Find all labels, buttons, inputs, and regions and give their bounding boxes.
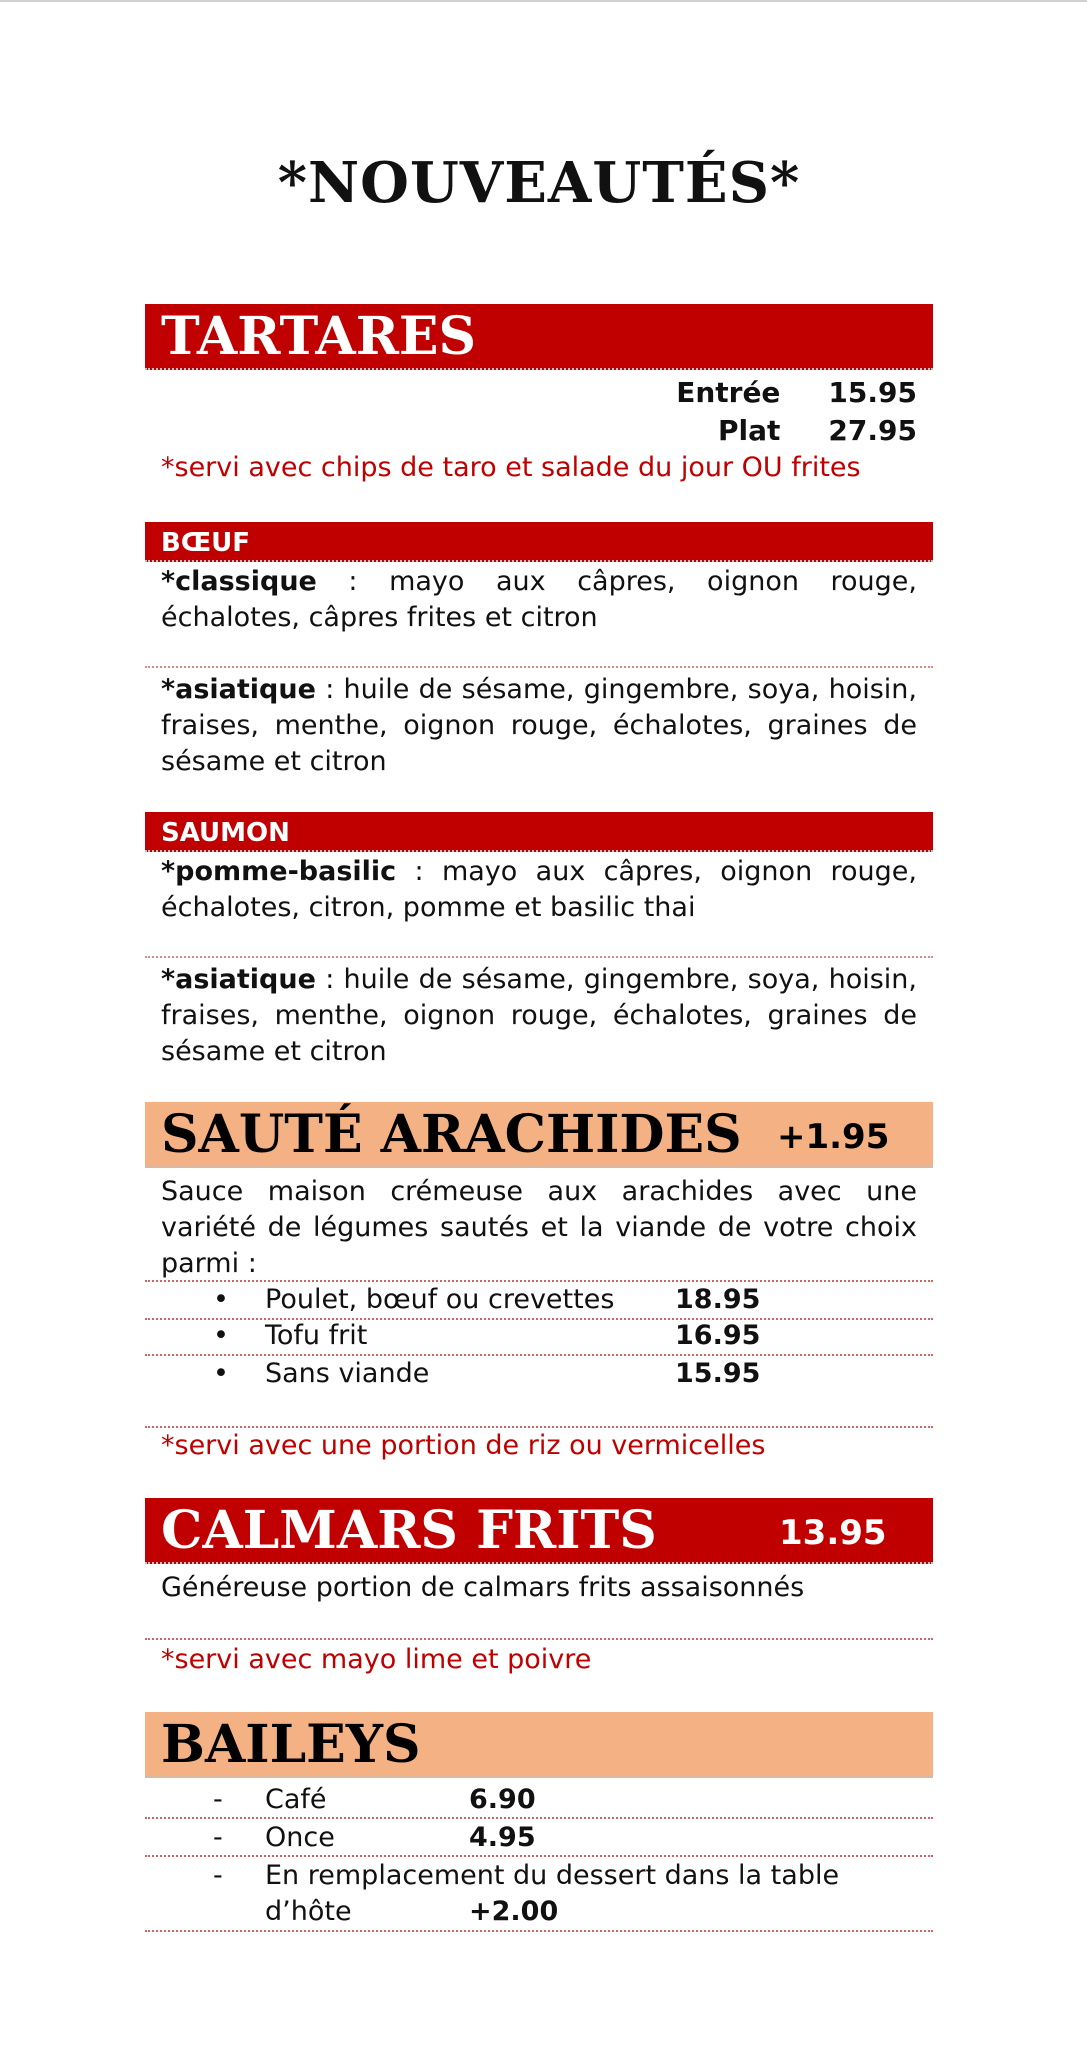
saumon-heading: SAUMON [161, 818, 290, 848]
divider [145, 1638, 933, 1640]
section-header-tartares [145, 304, 933, 370]
section-header-calmars-frits [145, 1498, 933, 1564]
price-value: 15.95 [828, 376, 917, 409]
item-name: *pomme-basilic [161, 856, 397, 887]
calmars-heading: CALMARS FRITS [161, 1500, 657, 1561]
divider [145, 1817, 933, 1819]
option-bullet: - [213, 1784, 223, 1815]
item-name: *asiatique [161, 964, 316, 995]
saute-note: *servi avec une portion de riz ou vermicelles [161, 1430, 766, 1461]
option-name: Café [265, 1784, 327, 1815]
saute-description: Sauce maison crémeuse aux arachides avec une variété de légumes sautés et la viande de votre choix parmi : [161, 1176, 917, 1279]
divider [145, 1318, 933, 1320]
option-price: +2.00 [469, 1896, 559, 1927]
option-bullet: • [213, 1320, 229, 1351]
option-name: Tofu frit [265, 1320, 368, 1351]
calmars-price: 13.95 [779, 1513, 887, 1553]
option-bullet: - [213, 1860, 223, 1891]
divider [145, 1855, 933, 1857]
option-name-continued: d’hôte [265, 1896, 352, 1927]
item-desc: : huile de sésame, gingembre, soya, hoisin, fraises, menthe, oignon rouge, échalotes, graines de sésame et citron [161, 964, 917, 1067]
divider [145, 666, 933, 668]
page-title: *NOUVEAUTÉS* [277, 150, 801, 216]
price-label: Entrée [676, 376, 781, 409]
subsection-header-saumon [145, 812, 933, 852]
tartares-price-entree [676, 376, 917, 409]
boeuf-asiatique [161, 672, 917, 780]
subsection-header-boeuf [145, 522, 933, 562]
tartares-heading: TARTARES [161, 306, 477, 367]
saumon-asiatique [161, 962, 917, 1070]
boeuf-classique [161, 564, 917, 636]
option-name: Sans viande [265, 1358, 430, 1389]
item-name: *asiatique [161, 674, 316, 705]
option-bullet: • [213, 1358, 229, 1389]
option-name: Poulet, bœuf ou crevettes [265, 1284, 615, 1315]
item-desc: : mayo aux câpres, oignon rouge, échalotes, citron, pomme et basilic thai [161, 856, 917, 923]
section-header-saute-arachides [145, 1102, 933, 1168]
divider [145, 1354, 933, 1356]
boeuf-heading: BŒUF [161, 528, 251, 558]
item-desc: : mayo aux câpres, oignon rouge, échalotes, câpres frites et citron [161, 566, 917, 633]
saute-heading: SAUTÉ ARACHIDES [161, 1104, 742, 1165]
item-desc: : huile de sésame, gingembre, soya, hoisin, fraises, menthe, oignon rouge, échalotes, graines de sésame et citron [161, 674, 917, 777]
divider [145, 956, 933, 958]
option-name: En remplacement du dessert dans la table [265, 1860, 840, 1891]
option-price: 6.90 [469, 1784, 536, 1815]
calmars-description: Généreuse portion de calmars frits assaisonnés [161, 1572, 805, 1603]
divider [145, 1930, 933, 1932]
saute-price: +1.95 [777, 1117, 890, 1157]
price-value: 27.95 [828, 414, 917, 447]
option-name: Once [265, 1822, 335, 1853]
tartares-price-plat [718, 414, 917, 447]
section-header-baileys [145, 1712, 933, 1778]
option-bullet: • [213, 1284, 229, 1315]
baileys-heading: BAILEYS [161, 1714, 421, 1775]
option-price: 15.95 [675, 1358, 761, 1389]
saumon-pomme-basilic [161, 854, 917, 926]
option-price: 4.95 [469, 1822, 536, 1853]
option-price: 18.95 [675, 1284, 761, 1315]
option-bullet: - [213, 1822, 223, 1853]
top-border [0, 0, 1087, 2]
item-name: *classique [161, 566, 317, 597]
calmars-note: *servi avec mayo lime et poivre [161, 1644, 592, 1675]
option-price: 16.95 [675, 1320, 761, 1351]
price-label: Plat [718, 414, 781, 447]
tartares-note: *servi avec chips de taro et salade du jour OU frites [161, 452, 861, 483]
